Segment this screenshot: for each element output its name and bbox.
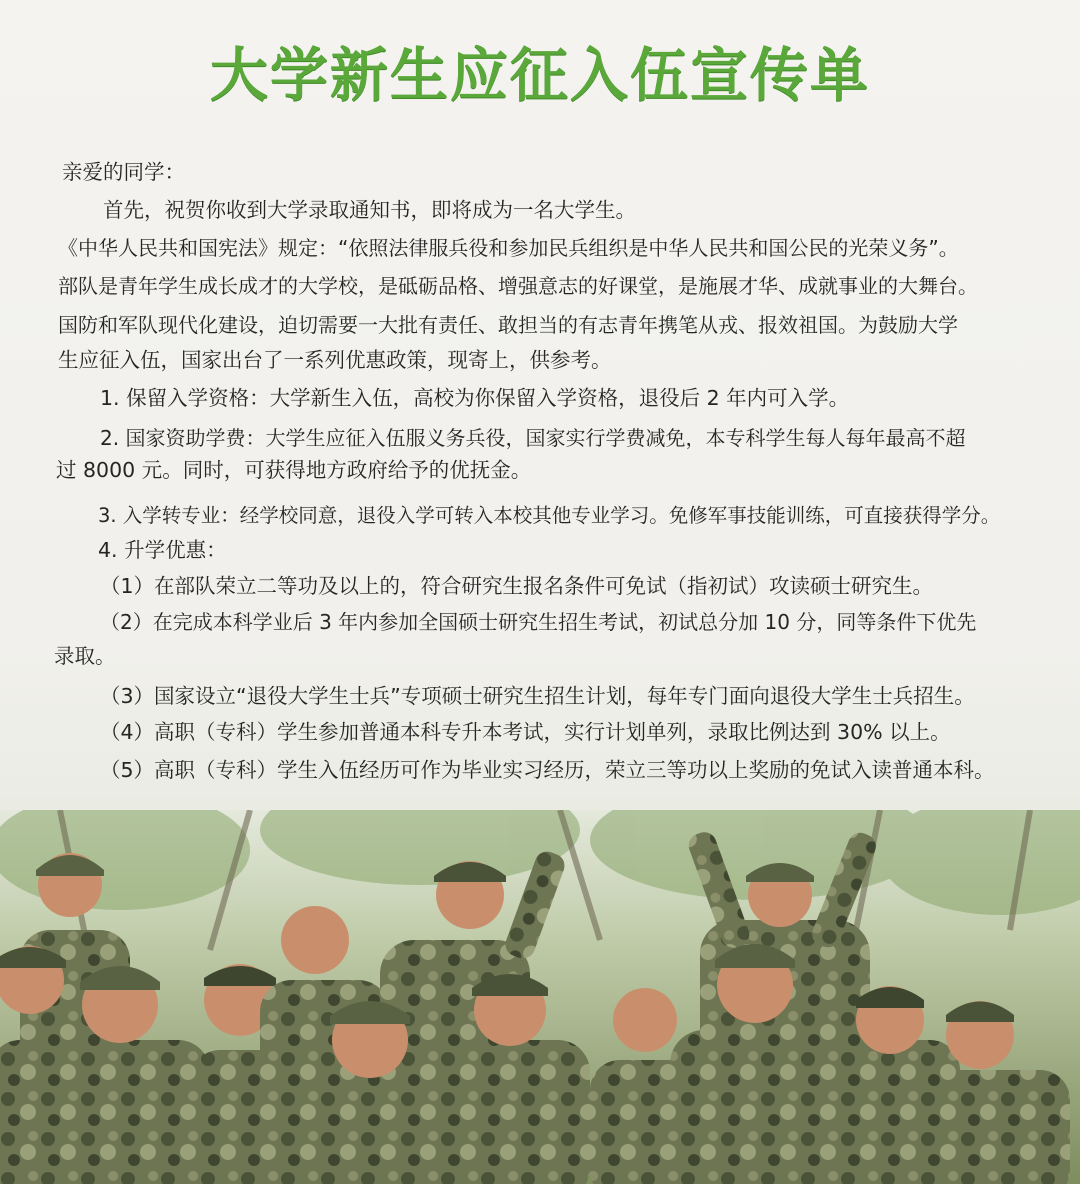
greeting: 亲爱的同学：: [62, 160, 185, 184]
soldiers-illustration: [0, 810, 1080, 1184]
paragraph-constitution-line-1: 《中华人民共和国宪法》规定：“依照法律服兵役和参加民兵组织是中华人民共和国公民的光荣义务”。: [58, 236, 959, 260]
paragraph-constitution-line-3: 国防和军队现代化建设，迫切需要一大批有责任、敢担当的有志青年携笔从戎、报效祖国。为鼓励大学: [58, 313, 958, 337]
paragraph-constitution-line-4: 生应征入伍，国家出台了一系列优惠政策，现寄上，供参考。: [58, 348, 612, 372]
policy-item-3: 3. 入学转专业：经学校同意，退役入学可转入本校其他专业学习。免修军事技能训练，可直接获得学分。: [98, 504, 1001, 527]
paragraph-congrats: 首先，祝贺你收到大学录取通知书，即将成为一名大学生。: [103, 198, 636, 222]
sub-item-5: （5）高职（专科）学生入伍经历可作为毕业实习经历，荣立三等功以上奖励的免试入读普通本科。: [100, 758, 995, 782]
policy-item-4: 4. 升学优惠：: [98, 538, 227, 562]
sub-item-4: （4）高职（专科）学生参加普通本科专升本考试，实行计划单列，录取比例达到 30% 以上。: [100, 720, 951, 744]
sub-item-2-line-2: 录取。: [54, 644, 116, 668]
flyer-title: 大学新生应征入伍宣传单: [209, 41, 870, 109]
policy-item-2-line-2: 过 8000 元。同时，可获得地方政府给予的优抚金。: [56, 458, 532, 482]
policy-item-1: 1. 保留入学资格：大学新生入伍，高校为你保留入学资格，退役后 2 年内可入学。: [100, 386, 850, 410]
sub-item-3: （3）国家设立“退役大学生士兵”专项硕士研究生招生计划，每年专门面向退役大学生士兵招生。: [100, 684, 975, 708]
sub-item-1: （1）在部队荣立二等功及以上的，符合研究生报名条件可免试（指初试）攻读硕士研究生。: [100, 574, 934, 598]
policy-item-2-line-1: 2. 国家资助学费：大学生应征入伍服义务兵役，国家实行学费减免，本专科学生每人每年最高不超: [100, 426, 966, 450]
soldiers-photo: [0, 810, 1080, 1184]
sub-item-2-line-1: （2）在完成本科学业后 3 年内参加全国硕士研究生招生考试，初试总分加 10 分，同等条件下优先: [100, 610, 977, 634]
paragraph-constitution-line-2: 部队是青年学生成长成才的大学校，是砥砺品格、增强意志的好课堂，是施展才华、成就事业的大舞台。: [58, 274, 978, 298]
